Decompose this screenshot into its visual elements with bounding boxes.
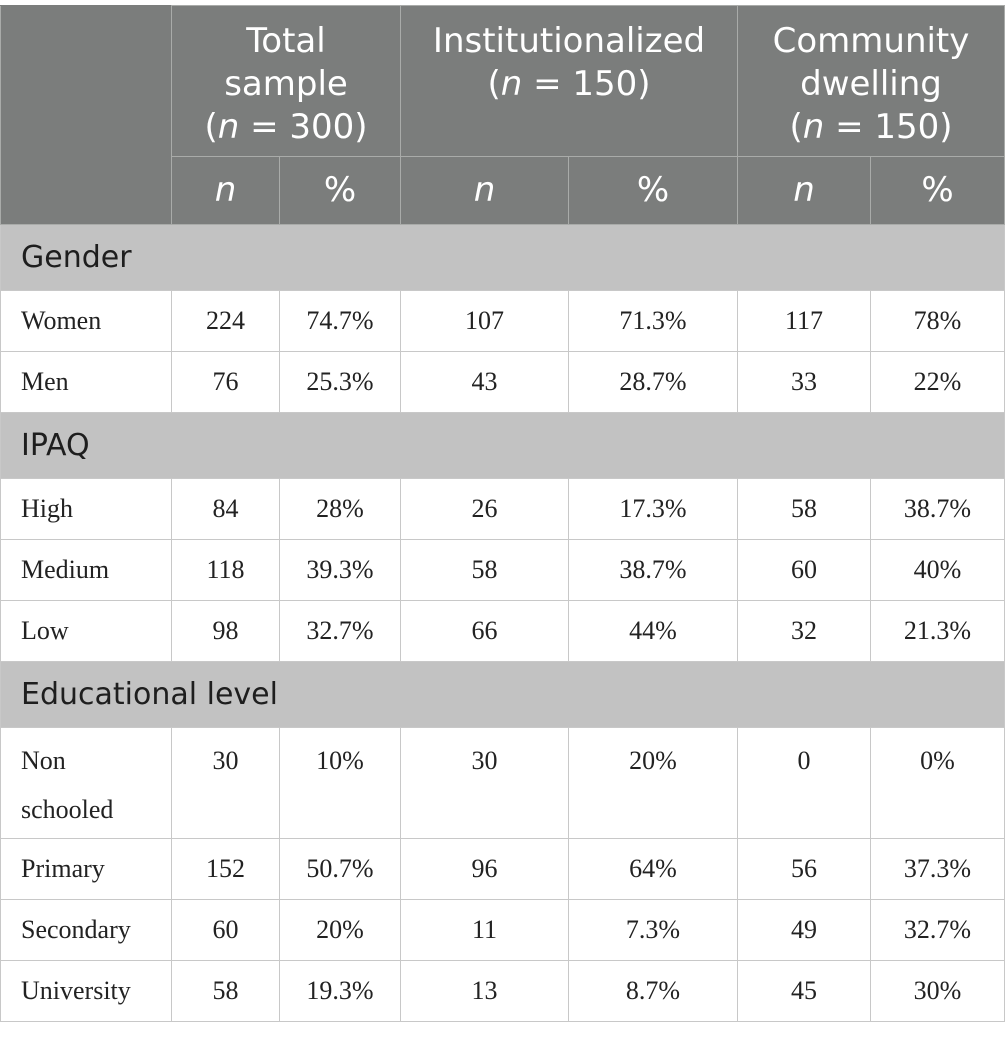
cell: 152	[172, 839, 280, 900]
header-line: Total	[246, 21, 326, 61]
cell: 10%	[280, 728, 401, 839]
cell: 19.3%	[280, 961, 401, 1022]
cell: 32.7%	[280, 601, 401, 662]
cell: 32	[738, 601, 871, 662]
row-label	[1, 728, 172, 839]
cell: 30	[401, 728, 569, 839]
table-row	[1, 601, 1005, 662]
cell: 74.7%	[280, 291, 401, 352]
cell: 17.3%	[569, 479, 738, 540]
cell: 50.7%	[280, 839, 401, 900]
cell: 38.7%	[569, 540, 738, 601]
cell: 26	[401, 479, 569, 540]
section-row-gender	[1, 225, 1005, 291]
row-label: High	[1, 479, 172, 540]
col-n: n	[401, 157, 569, 225]
row-label: Men	[1, 352, 172, 413]
cell: 117	[738, 291, 871, 352]
cell: 43	[401, 352, 569, 413]
row-label: Low	[1, 601, 172, 662]
col-n: n	[172, 157, 280, 225]
header-line: Community	[772, 21, 970, 61]
header-line: Institutionalized	[432, 21, 706, 61]
header-line: sample	[224, 64, 348, 104]
cell: 13	[401, 961, 569, 1022]
section-title: Educational level	[1, 662, 1005, 728]
row-label: Primary	[1, 839, 172, 900]
demographics-table	[0, 5, 1005, 1022]
col-n: n	[738, 157, 871, 225]
header-line: dwelling	[800, 64, 942, 104]
col-percent: %	[280, 157, 401, 225]
header-total-sample: Total sample (n = 300)	[172, 6, 401, 157]
table-row	[1, 900, 1005, 961]
cell: 78%	[871, 291, 1005, 352]
col-percent: %	[871, 157, 1005, 225]
table-row	[1, 352, 1005, 413]
header-institutionalized: Institutionalized (n = 150)	[401, 6, 738, 157]
cell: 22%	[871, 352, 1005, 413]
cell: 64%	[569, 839, 738, 900]
table-row	[1, 479, 1005, 540]
cell: 37.3%	[871, 839, 1005, 900]
row-label: Women	[1, 291, 172, 352]
cell: 0%	[871, 728, 1005, 839]
cell: 30	[172, 728, 280, 839]
row-label: Secondary	[1, 900, 172, 961]
header-group-row	[1, 6, 1005, 157]
cell: 84	[172, 479, 280, 540]
header-community-dwelling: Community dwelling (n = 150)	[738, 6, 1005, 157]
cell: 44%	[569, 601, 738, 662]
table-row	[1, 291, 1005, 352]
cell: 33	[738, 352, 871, 413]
table-row	[1, 839, 1005, 900]
header-n-symbol: n	[217, 107, 240, 147]
section-title: Gender	[1, 225, 1005, 291]
table-row	[1, 728, 1005, 839]
header-n-value: = 300)	[239, 107, 368, 147]
cell: 96	[401, 839, 569, 900]
row-label-line: schooled	[21, 795, 114, 824]
cell: 8.7%	[569, 961, 738, 1022]
cell: 76	[172, 352, 280, 413]
cell: 118	[172, 540, 280, 601]
header-n-symbol: n	[500, 64, 523, 104]
cell: 58	[738, 479, 871, 540]
col-percent: %	[569, 157, 738, 225]
cell: 38.7%	[871, 479, 1005, 540]
cell: 56	[738, 839, 871, 900]
cell: 28.7%	[569, 352, 738, 413]
cell: 40%	[871, 540, 1005, 601]
header-n-value: = 150)	[824, 107, 953, 147]
cell: 45	[738, 961, 871, 1022]
row-label: Medium	[1, 540, 172, 601]
cell: 7.3%	[569, 900, 738, 961]
cell: 224	[172, 291, 280, 352]
cell: 21.3%	[871, 601, 1005, 662]
cell: 32.7%	[871, 900, 1005, 961]
cell: 71.3%	[569, 291, 738, 352]
section-row-ipaq	[1, 413, 1005, 479]
cell: 28%	[280, 479, 401, 540]
header-corner	[1, 6, 172, 225]
header-n-symbol: n	[802, 107, 825, 147]
section-row-educational-level	[1, 662, 1005, 728]
cell: 98	[172, 601, 280, 662]
cell: 25.3%	[280, 352, 401, 413]
row-label: University	[1, 961, 172, 1022]
cell: 60	[172, 900, 280, 961]
table-row	[1, 540, 1005, 601]
cell: 11	[401, 900, 569, 961]
cell: 39.3%	[280, 540, 401, 601]
cell: 58	[401, 540, 569, 601]
cell: 60	[738, 540, 871, 601]
row-label-line: Non	[21, 746, 66, 775]
section-title: IPAQ	[1, 413, 1005, 479]
table-row	[1, 961, 1005, 1022]
header-n-value: = 150)	[522, 64, 651, 104]
cell: 66	[401, 601, 569, 662]
cell: 20%	[280, 900, 401, 961]
cell: 49	[738, 900, 871, 961]
cell: 30%	[871, 961, 1005, 1022]
cell: 0	[738, 728, 871, 839]
cell: 107	[401, 291, 569, 352]
cell: 20%	[569, 728, 738, 839]
cell: 58	[172, 961, 280, 1022]
